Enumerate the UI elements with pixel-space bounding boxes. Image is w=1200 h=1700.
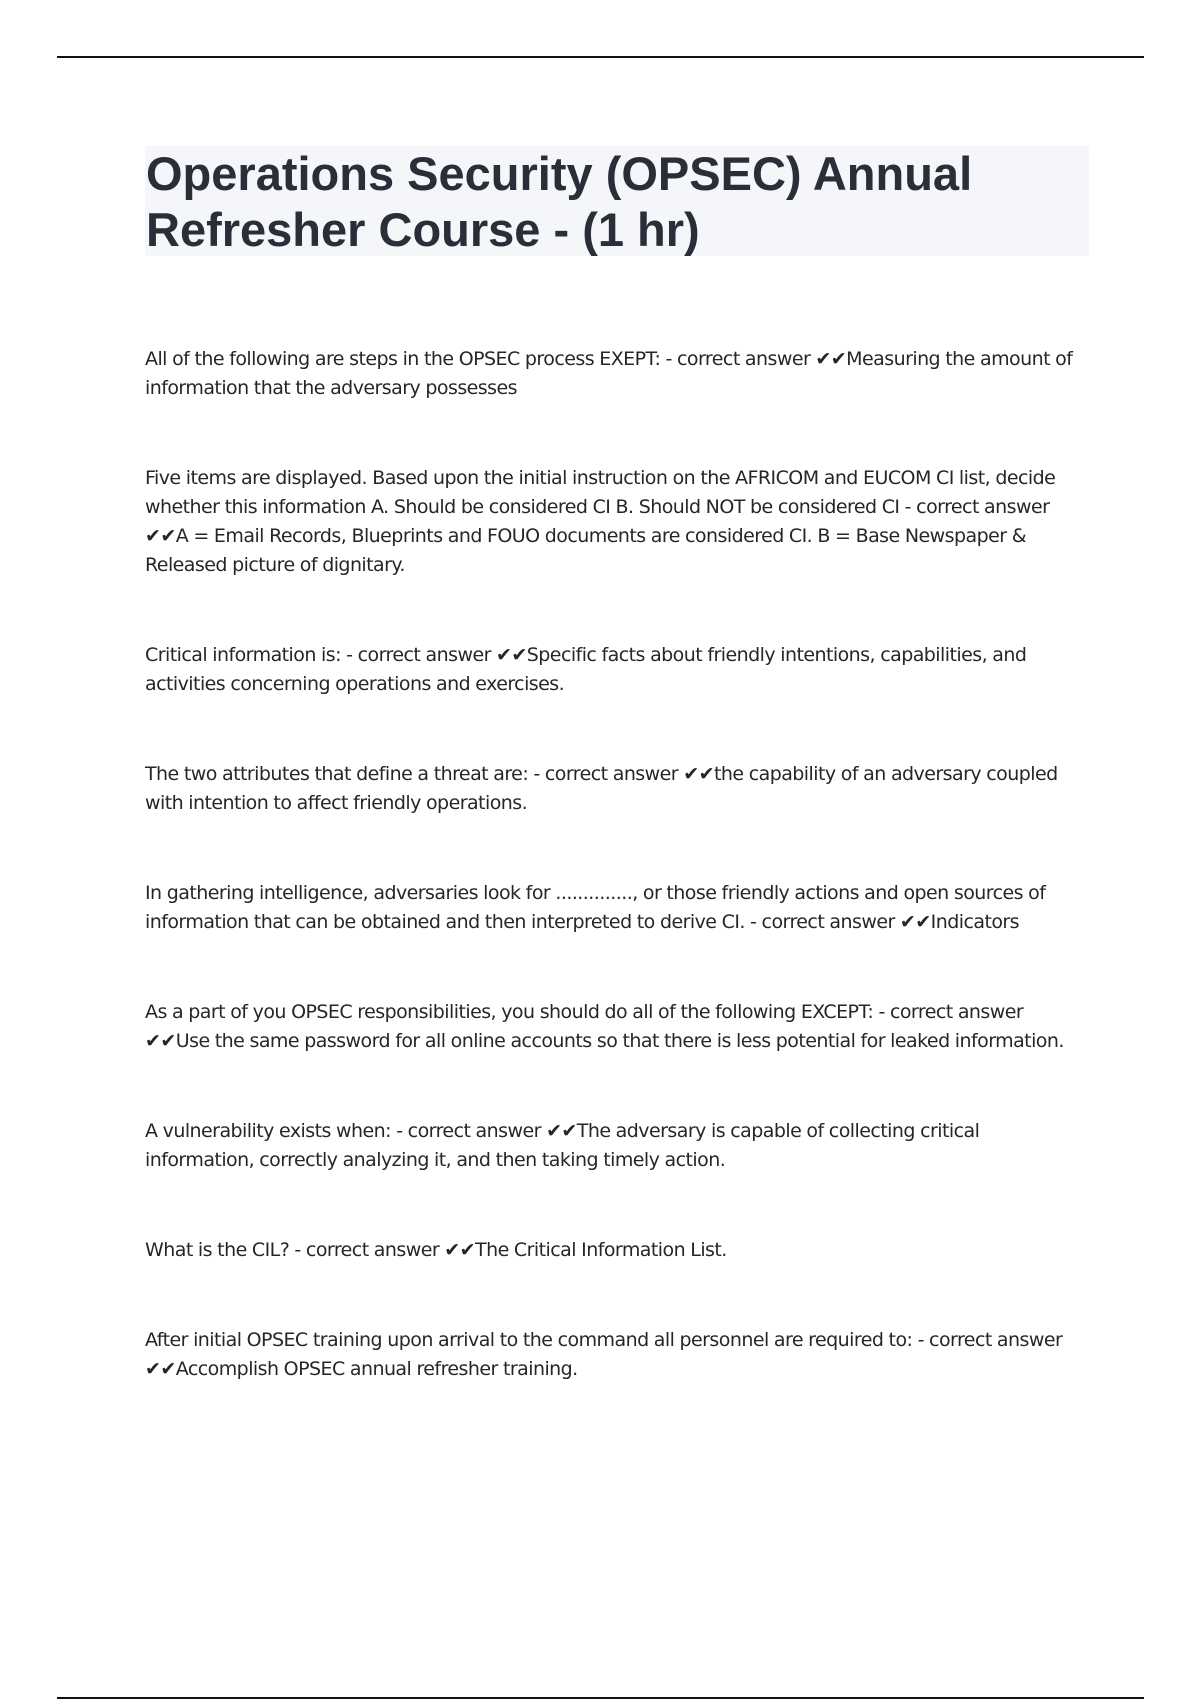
qa-list xyxy=(145,345,1090,1384)
qa-item: Critical information is: - correct answer ✔✔Specific facts about friendly intentions, capabilities, and activities concerning operations and exercises. xyxy=(145,644,1027,695)
qa-item: What is the CIL? - correct answer ✔✔The Critical Information List. xyxy=(145,1239,727,1261)
qa-item: In gathering intelligence, adversaries look for .............., or those friendly actions and open sources of information that can be obtained and then interpreted to derive CI. - correct answer ✔✔Indicators xyxy=(145,882,1046,933)
bottom-rule xyxy=(57,1697,1144,1699)
top-rule xyxy=(57,56,1144,58)
qa-item: After initial OPSEC training upon arrival to the command all personnel are required to: - correct answer ✔✔Accomplish OPSEC annual refresher training. xyxy=(145,1329,1063,1380)
qa-item: The two attributes that define a threat are: - correct answer ✔✔the capability of an adversary coupled with intention to affect friendly operations. xyxy=(145,763,1058,814)
document-title: Operations Security (OPSEC) Annual Refresher Course - (1 hr) xyxy=(146,147,973,256)
qa-item: A vulnerability exists when: - correct answer ✔✔The adversary is capable of collecting critical information, correctly analyzing it, and then taking timely action. xyxy=(145,1120,980,1171)
qa-item: Five items are displayed. Based upon the initial instruction on the AFRICOM and EUCOM CI list, decide whether this information A. Should be considered CI B. Should NOT be considered CI - correct answer ✔✔A = Email Records, Blueprints and FOUO documents are considered CI. B = Base Newspaper & Released picture of dignitary. xyxy=(145,467,1056,576)
qa-item: All of the following are steps in the OPSEC process EXEPT: - correct answer ✔✔Measuring the amount of information that the adversary possesses xyxy=(145,348,1073,399)
qa-item: As a part of you OPSEC responsibilities, you should do all of the following EXCEPT: - correct answer ✔✔Use the same password for all online accounts so that there is less potential for leaked information. xyxy=(145,1001,1064,1052)
